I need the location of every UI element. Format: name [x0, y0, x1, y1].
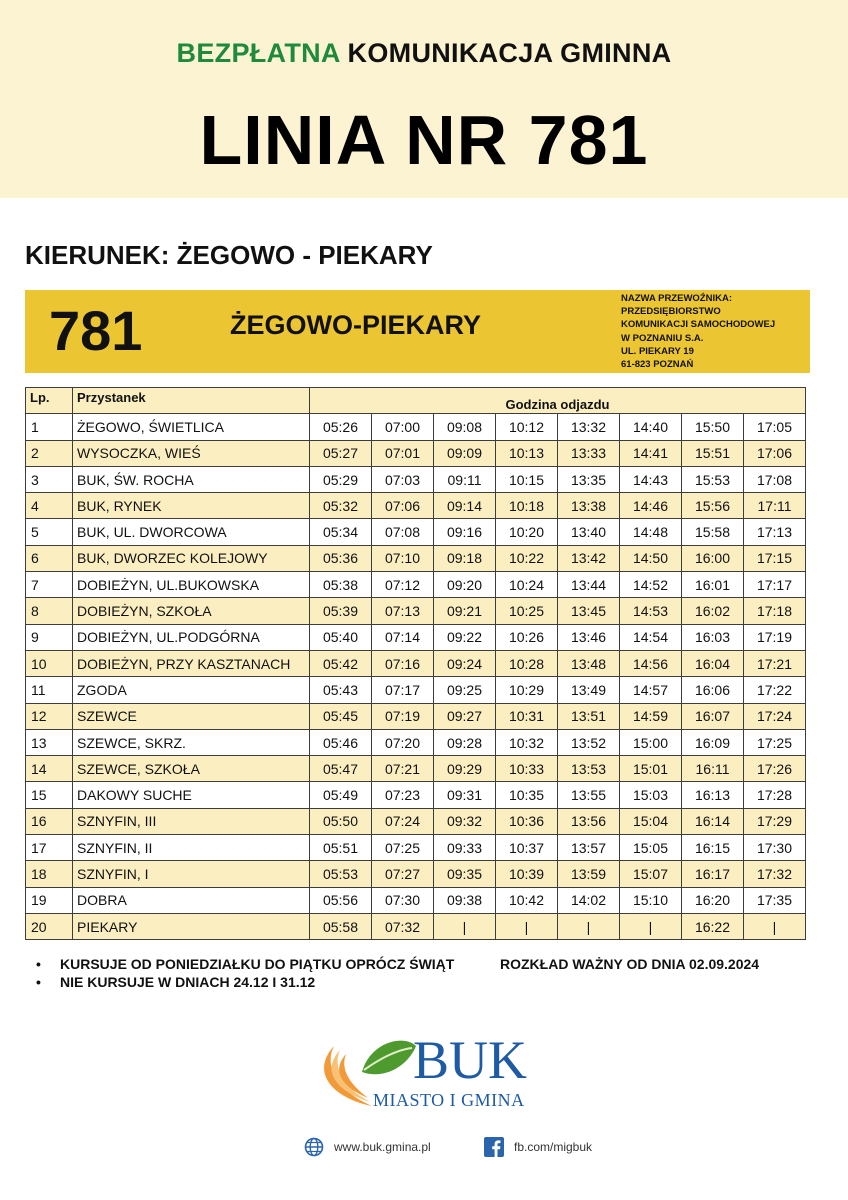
table-row	[26, 598, 806, 624]
departure-time: 05:36	[310, 545, 372, 571]
stop-name: ZGODA	[73, 677, 310, 703]
departure-time: 05:40	[310, 624, 372, 650]
departure-time: 13:40	[558, 519, 620, 545]
departure-time: 10:25	[496, 598, 558, 624]
stop-name: SZEWCE, SKRZ.	[73, 729, 310, 755]
note-text: NIE KURSUJE W DNIACH 24.12 I 31.12	[60, 974, 316, 990]
departure-time: 09:08	[434, 414, 496, 440]
departure-time: 10:31	[496, 703, 558, 729]
departure-time: 14:57	[620, 677, 682, 703]
departure-time: 05:50	[310, 808, 372, 834]
note-item	[36, 973, 454, 991]
departure-time: 10:24	[496, 572, 558, 598]
departure-time: 05:32	[310, 493, 372, 519]
departure-time: 09:18	[434, 545, 496, 571]
departure-time: 14:43	[620, 466, 682, 492]
departure-time: 10:32	[496, 729, 558, 755]
departure-time: 13:45	[558, 598, 620, 624]
departure-time: 17:17	[744, 572, 806, 598]
stop-name: BUK, RYNEK	[73, 493, 310, 519]
column-header-stop: Przystanek	[73, 388, 310, 414]
departure-time: 07:20	[372, 729, 434, 755]
departure-time: 14:41	[620, 440, 682, 466]
departure-time: 16:11	[682, 756, 744, 782]
departure-time: 07:17	[372, 677, 434, 703]
departure-time: 09:20	[434, 572, 496, 598]
table-row	[26, 493, 806, 519]
website-link[interactable]: www.buk.gmina.pl	[334, 1140, 431, 1154]
stop-number: 4	[26, 493, 73, 519]
stop-number: 5	[26, 519, 73, 545]
departure-time: 05:47	[310, 756, 372, 782]
departure-time: 15:00	[620, 729, 682, 755]
departure-time: 10:42	[496, 887, 558, 913]
departure-time: 13:52	[558, 729, 620, 755]
departure-time: 17:13	[744, 519, 806, 545]
departure-time: 17:28	[744, 782, 806, 808]
footer-facebook[interactable]	[484, 1136, 592, 1158]
departure-time: |	[434, 913, 496, 939]
departure-time: 17:25	[744, 729, 806, 755]
departure-time: 17:18	[744, 598, 806, 624]
departure-time: 07:25	[372, 835, 434, 861]
stop-number: 12	[26, 703, 73, 729]
stop-number: 13	[26, 729, 73, 755]
departure-time: 13:42	[558, 545, 620, 571]
departure-time: |	[558, 913, 620, 939]
departure-time: 09:32	[434, 808, 496, 834]
departure-time: 07:06	[372, 493, 434, 519]
departure-time: 10:35	[496, 782, 558, 808]
departure-time: 07:27	[372, 861, 434, 887]
stop-name: DAKOWY SUCHE	[73, 782, 310, 808]
table-row	[26, 572, 806, 598]
departure-time: 16:13	[682, 782, 744, 808]
table-row	[26, 466, 806, 492]
direction-heading: KIERUNEK: ŻEGOWO - PIEKARY	[25, 240, 433, 270]
stop-name: SZNYFIN, I	[73, 861, 310, 887]
departure-time: 14:56	[620, 650, 682, 676]
departure-time: 16:07	[682, 703, 744, 729]
carrier-line: KOMUNIKACJI SAMOCHODOWEJ	[621, 319, 776, 331]
departure-time: 05:38	[310, 572, 372, 598]
departure-time: 17:08	[744, 466, 806, 492]
departure-time: 16:04	[682, 650, 744, 676]
departure-time: 05:46	[310, 729, 372, 755]
table-row	[26, 703, 806, 729]
departure-time: 13:53	[558, 756, 620, 782]
table-header-row	[26, 388, 806, 414]
table-row	[26, 545, 806, 571]
departure-time: 07:01	[372, 440, 434, 466]
departure-time: 14:50	[620, 545, 682, 571]
stop-name: DOBIEŻYN, PRZY KASZTANACH	[73, 650, 310, 676]
departure-time: 07:00	[372, 414, 434, 440]
carrier-line: NAZWA PRZEWOŹNIKA:	[621, 293, 732, 304]
stop-number: 15	[26, 782, 73, 808]
table-row	[26, 782, 806, 808]
validity-notice: ROZKŁAD WAŻNY OD DNIA 02.09.2024	[500, 956, 760, 972]
free-communication-heading	[0, 38, 848, 69]
departure-time: 09:25	[434, 677, 496, 703]
departure-time: 07:19	[372, 703, 434, 729]
stop-name: PIEKARY	[73, 913, 310, 939]
stop-number: 19	[26, 887, 73, 913]
departure-time: 09:16	[434, 519, 496, 545]
departure-time: 07:14	[372, 624, 434, 650]
departure-time: 13:44	[558, 572, 620, 598]
bullet: •	[36, 956, 41, 972]
departure-time: 17:35	[744, 887, 806, 913]
departure-time: 07:23	[372, 782, 434, 808]
departure-time: 09:31	[434, 782, 496, 808]
stop-number: 1	[26, 414, 73, 440]
table-row	[26, 677, 806, 703]
stop-name: SZNYFIN, III	[73, 808, 310, 834]
stop-name: SZEWCE	[73, 703, 310, 729]
route-bar	[25, 290, 810, 373]
departure-time: 13:59	[558, 861, 620, 887]
departure-time: 15:10	[620, 887, 682, 913]
stop-name: BUK, ŚW. ROCHA	[73, 466, 310, 492]
stop-name: BUK, DWORZEC KOLEJOWY	[73, 545, 310, 571]
stop-number: 18	[26, 861, 73, 887]
departure-time: 15:58	[682, 519, 744, 545]
departure-time: 10:20	[496, 519, 558, 545]
departure-time: 17:19	[744, 624, 806, 650]
departure-time: 16:17	[682, 861, 744, 887]
departure-time: 17:29	[744, 808, 806, 834]
carrier-line: W POZNANIU S.A.	[621, 332, 704, 344]
departure-time: 13:56	[558, 808, 620, 834]
departure-time: 05:34	[310, 519, 372, 545]
departure-time: 16:14	[682, 808, 744, 834]
buk-logo	[312, 1032, 552, 1112]
departure-time: 09:27	[434, 703, 496, 729]
departure-time: 16:15	[682, 835, 744, 861]
table-row	[26, 440, 806, 466]
stop-number: 2	[26, 440, 73, 466]
logo-subtitle: MIASTO I GMINA	[373, 1090, 525, 1110]
table-row	[26, 808, 806, 834]
departure-time: |	[744, 913, 806, 939]
departure-time: 17:30	[744, 835, 806, 861]
table-row	[26, 913, 806, 939]
departure-time: 13:48	[558, 650, 620, 676]
departure-time: 14:40	[620, 414, 682, 440]
timetable	[25, 387, 806, 940]
departure-time: 14:02	[558, 887, 620, 913]
route-name: ŻEGOWO-PIEKARY	[230, 310, 482, 340]
departure-time: 09:11	[434, 466, 496, 492]
departure-time: 13:55	[558, 782, 620, 808]
table-row	[26, 519, 806, 545]
departure-time: 09:35	[434, 861, 496, 887]
carrier-line: 61-823 POZNAŃ	[621, 359, 694, 371]
stop-name: SZEWCE, SZKOŁA	[73, 756, 310, 782]
route-number: 781	[49, 299, 143, 362]
departure-time: 09:22	[434, 624, 496, 650]
departure-time: 07:03	[372, 466, 434, 492]
departure-time: 17:26	[744, 756, 806, 782]
bullet: •	[36, 974, 41, 990]
departure-time: 17:24	[744, 703, 806, 729]
stop-name: BUK, UL. DWORCOWA	[73, 519, 310, 545]
departure-time: 05:58	[310, 913, 372, 939]
communication-words: KOMUNIKACJA GMINNA	[347, 38, 672, 68]
table-row	[26, 756, 806, 782]
departure-time: 16:20	[682, 887, 744, 913]
departure-time: 07:21	[372, 756, 434, 782]
departure-time: 16:06	[682, 677, 744, 703]
departure-time: |	[496, 913, 558, 939]
departure-time: 05:39	[310, 598, 372, 624]
table-row	[26, 887, 806, 913]
departure-time: 09:28	[434, 729, 496, 755]
stop-number: 3	[26, 466, 73, 492]
departure-time: 15:07	[620, 861, 682, 887]
stop-number: 17	[26, 835, 73, 861]
note-item	[36, 955, 454, 973]
notes-list	[36, 955, 454, 991]
departure-time: 17:22	[744, 677, 806, 703]
departure-time: 09:14	[434, 493, 496, 519]
departure-time: 14:48	[620, 519, 682, 545]
departure-time: 07:30	[372, 887, 434, 913]
departure-time: 14:52	[620, 572, 682, 598]
logo-wordmark: BUK	[413, 1030, 528, 1090]
departure-time: 05:56	[310, 887, 372, 913]
departure-time: 10:26	[496, 624, 558, 650]
facebook-icon	[484, 1137, 504, 1157]
departure-time: 05:26	[310, 414, 372, 440]
footer-website[interactable]	[304, 1136, 431, 1158]
departure-time: 15:01	[620, 756, 682, 782]
stop-name: SZNYFIN, II	[73, 835, 310, 861]
departure-time: 14:54	[620, 624, 682, 650]
table-row	[26, 650, 806, 676]
departure-time: 15:51	[682, 440, 744, 466]
departure-time: 13:46	[558, 624, 620, 650]
departure-time: 14:59	[620, 703, 682, 729]
departure-time: 09:38	[434, 887, 496, 913]
departure-time: 05:42	[310, 650, 372, 676]
table-row	[26, 729, 806, 755]
departure-time: 05:49	[310, 782, 372, 808]
departure-time: 16:01	[682, 572, 744, 598]
departure-time: 07:16	[372, 650, 434, 676]
departure-time: 07:32	[372, 913, 434, 939]
departure-time: 17:11	[744, 493, 806, 519]
departure-time: 16:00	[682, 545, 744, 571]
departure-time: 10:15	[496, 466, 558, 492]
departure-time: 07:08	[372, 519, 434, 545]
departure-time: 17:21	[744, 650, 806, 676]
stop-number: 9	[26, 624, 73, 650]
stop-number: 14	[26, 756, 73, 782]
column-header-lp: Lp.	[26, 388, 73, 414]
departure-time: 16:03	[682, 624, 744, 650]
departure-time: 13:57	[558, 835, 620, 861]
departure-time: 07:10	[372, 545, 434, 571]
departure-time: 09:29	[434, 756, 496, 782]
carrier-line: PRZEDSIĘBIORSTWO	[621, 306, 721, 318]
departure-time: 16:09	[682, 729, 744, 755]
stop-number: 6	[26, 545, 73, 571]
departure-time: 07:12	[372, 572, 434, 598]
departure-time: 13:32	[558, 414, 620, 440]
departure-time: 16:02	[682, 598, 744, 624]
stop-number: 10	[26, 650, 73, 676]
stop-name: DOBRA	[73, 887, 310, 913]
globe-icon	[304, 1137, 324, 1157]
departure-time: 05:27	[310, 440, 372, 466]
departure-time: 14:53	[620, 598, 682, 624]
departure-time: 17:32	[744, 861, 806, 887]
departure-time: 13:38	[558, 493, 620, 519]
stop-name: DOBIEŻYN, UL.PODGÓRNA	[73, 624, 310, 650]
stop-name: ŻEGOWO, ŚWIETLICA	[73, 414, 310, 440]
departure-time: 15:03	[620, 782, 682, 808]
free-word: BEZPŁATNA	[176, 38, 340, 68]
departure-time: 10:33	[496, 756, 558, 782]
departure-time: 17:06	[744, 440, 806, 466]
departure-time: 10:22	[496, 545, 558, 571]
departure-time: 15:05	[620, 835, 682, 861]
table-row	[26, 835, 806, 861]
departure-time: 10:29	[496, 677, 558, 703]
table-row	[26, 414, 806, 440]
departure-time: 13:51	[558, 703, 620, 729]
departure-time: 16:22	[682, 913, 744, 939]
departure-time: 10:12	[496, 414, 558, 440]
departure-time: 13:35	[558, 466, 620, 492]
stop-name: WYSOCZKA, WIEŚ	[73, 440, 310, 466]
departure-time: 05:45	[310, 703, 372, 729]
note-text: KURSUJE OD PONIEDZIAŁKU DO PIĄTKU OPRÓCZ ŚWIĄT	[60, 956, 455, 972]
departure-time: 07:24	[372, 808, 434, 834]
stop-number: 16	[26, 808, 73, 834]
carrier-info	[621, 292, 775, 371]
line-title: LINIA NR 781	[199, 101, 649, 179]
departure-time: 09:21	[434, 598, 496, 624]
departure-time: 09:24	[434, 650, 496, 676]
table-row	[26, 861, 806, 887]
stop-number: 20	[26, 913, 73, 939]
departure-time: 05:53	[310, 861, 372, 887]
stop-number: 11	[26, 677, 73, 703]
departure-time: 09:09	[434, 440, 496, 466]
table-row	[26, 624, 806, 650]
departure-time: 10:36	[496, 808, 558, 834]
departure-time: 10:18	[496, 493, 558, 519]
column-header-departure: Godzina odjazdu	[310, 388, 806, 414]
departure-time: 10:39	[496, 861, 558, 887]
departure-time: |	[620, 913, 682, 939]
departure-time: 17:15	[744, 545, 806, 571]
departure-time: 14:46	[620, 493, 682, 519]
departure-time: 10:37	[496, 835, 558, 861]
departure-time: 07:13	[372, 598, 434, 624]
stop-name: DOBIEŻYN, UL.BUKOWSKA	[73, 572, 310, 598]
departure-time: 13:49	[558, 677, 620, 703]
timetable-body	[26, 414, 806, 940]
departure-time: 13:33	[558, 440, 620, 466]
departure-time: 05:43	[310, 677, 372, 703]
stop-number: 8	[26, 598, 73, 624]
departure-time: 15:50	[682, 414, 744, 440]
stop-number: 7	[26, 572, 73, 598]
departure-time: 05:29	[310, 466, 372, 492]
departure-time: 10:13	[496, 440, 558, 466]
departure-time: 05:51	[310, 835, 372, 861]
departure-time: 15:56	[682, 493, 744, 519]
departure-time: 15:53	[682, 466, 744, 492]
carrier-line: UL. PIEKARY 19	[621, 345, 694, 357]
departure-time: 15:04	[620, 808, 682, 834]
departure-time: 09:33	[434, 835, 496, 861]
departure-time: 17:05	[744, 414, 806, 440]
departure-time: 10:28	[496, 650, 558, 676]
stop-name: DOBIEŻYN, SZKOŁA	[73, 598, 310, 624]
facebook-link[interactable]: fb.com/migbuk	[514, 1140, 593, 1154]
